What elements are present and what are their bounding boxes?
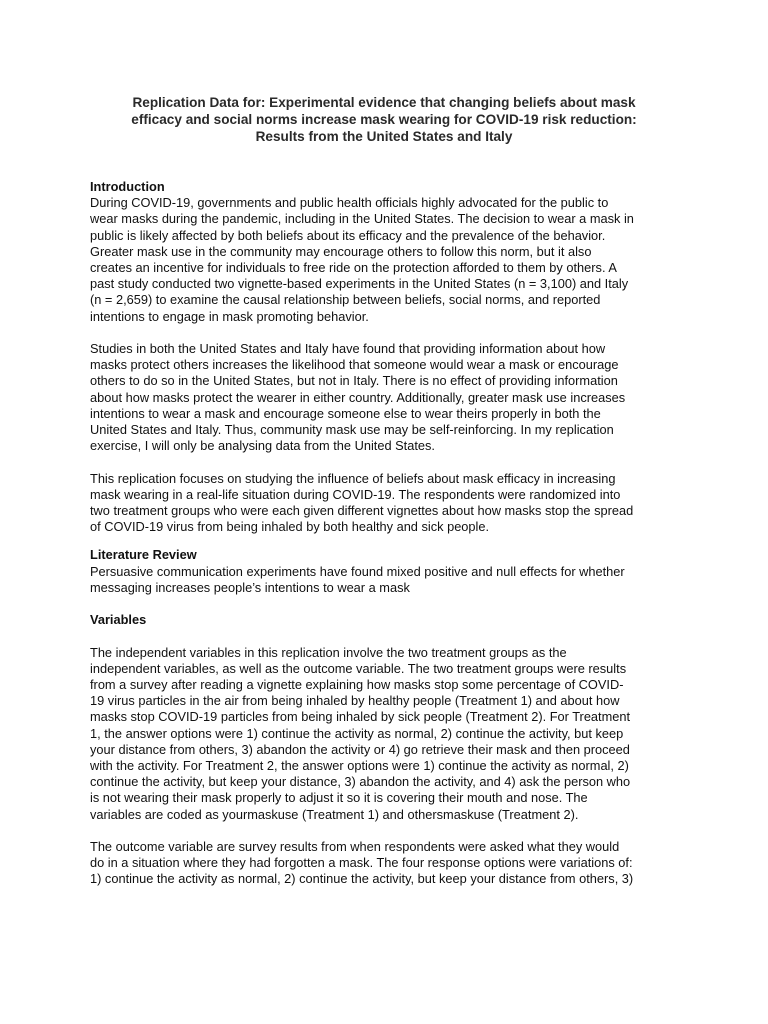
text-line: with the activity. For Treatment 2, the answer options were 1) continue the activity as normal, 2) (90, 758, 629, 774)
text-line: past study conducted two vignette-based experiments in the United States (n = 3,100) and Italy (90, 276, 629, 292)
title-line: efficacy and social norms increase mask wearing for COVID-19 risk reduction: (131, 112, 637, 127)
text-line: 1, the answer options were 1) continue the activity as normal, 2) continue the activity, but keep (90, 725, 624, 741)
text-line: 19 virus particles in the air from being inhaled by healthy people (Treatment 1) and about how (90, 693, 620, 709)
text-line: independent variables, as well as the outcome variable. The two treatment groups were results (90, 660, 627, 676)
document-title (60, 94, 708, 145)
text-line: messaging increases people’s intentions to wear a mask (90, 579, 410, 595)
section-heading-literature-review: Literature Review (90, 547, 197, 563)
text-line: masks protect others increases the likelihood that someone would wear a mask or encourage (90, 357, 619, 373)
text-line: mask wearing in a real-life situation during COVID-19. The respondents were randomized into (90, 486, 621, 502)
text-line: masks stop COVID-19 particles from being inhaled by sick people (Treatment 2). For Treatment (90, 709, 631, 725)
document-body (90, 179, 710, 888)
title-line: Results from the United States and Italy (255, 129, 513, 144)
paragraph-variables-2 (90, 839, 710, 888)
text-line: of COVID-19 virus from being inhaled by both healthy and sick people. (90, 519, 490, 535)
text-line: your distance from others, 3) abandon the activity or 4) go retrieve their mask and then proceed (90, 741, 630, 757)
text-line: do in a situation where they had forgotten a mask. The four response options were variations of: (90, 855, 633, 871)
text-line: from a survey after reading a vignette explaining how masks stop some percentage of COVID- (90, 677, 624, 693)
text-line: continue the activity, but keep your distance, 3) abandon the activity, and 4) ask the person who (90, 774, 631, 790)
text-line: about how masks protect the wearer in either country. Additionally, greater mask use increases (90, 389, 626, 405)
text-line: The independent variables in this replication involve the two treatment groups as the (90, 644, 567, 660)
text-line: United States and Italy. Thus, community mask use may be self-reinforcing. In my replication (90, 422, 614, 438)
text-line: intentions to wear a mask and encourage someone else to wear theirs properly in both the (90, 405, 601, 421)
text-line: During COVID-19, governments and public health officials highly advocated for the public to (90, 195, 609, 211)
paragraph-intro-3 (90, 471, 710, 536)
text-line: exercise, I will only be analysing data from the United States. (90, 438, 435, 454)
paragraph-variables-1 (90, 645, 710, 823)
text-line: intentions to engage in mask promoting behavior. (90, 308, 369, 324)
text-line: public is likely affected by both beliefs about its efficacy and the prevalence of the behavior. (90, 227, 606, 243)
section-heading-introduction: Introduction (90, 179, 165, 194)
text-line: Greater mask use in the community may encourage others to follow this norm, but it also (90, 243, 592, 259)
paragraph-literature-review (90, 564, 710, 596)
paragraph-intro-1 (90, 195, 710, 325)
text-line: others to do so in the United States, but not in Italy. There is no effect of providing information (90, 373, 618, 389)
text-line: is not wearing their mask properly to adjust it so it is covering their mouth and nose. The (90, 790, 588, 806)
text-line: Studies in both the United States and Italy have found that providing information about how (90, 341, 606, 357)
text-line: two treatment groups who were each given different vignettes about how masks stop the spread (90, 503, 634, 519)
text-line: This replication focuses on studying the influence of beliefs about mask efficacy in increasing (90, 470, 616, 486)
text-line: variables are coded as yourmaskuse (Treatment 1) and othersmaskuse (Treatment 2). (90, 806, 579, 822)
paragraph-intro-2 (90, 341, 710, 454)
text-line: The outcome variable are survey results from when respondents were asked what they would (90, 839, 620, 855)
text-line: 1) continue the activity as normal, 2) continue the activity, but keep your distance from others, 3) (90, 871, 634, 887)
text-line: Persuasive communication experiments have found mixed positive and null effects for whether (90, 563, 625, 579)
title-line: Replication Data for: Experimental evidence that changing beliefs about mask (132, 95, 636, 110)
section-heading-variables: Variables (90, 612, 147, 628)
text-line: (n = 2,659) to examine the causal relationship between beliefs, social norms, and reported (90, 292, 601, 308)
text-line: wear masks during the pandemic, including in the United States. The decision to wear a mask in (90, 211, 634, 227)
text-line: creates an incentive for individuals to free ride on the protection afforded to them by others. A (90, 260, 617, 276)
